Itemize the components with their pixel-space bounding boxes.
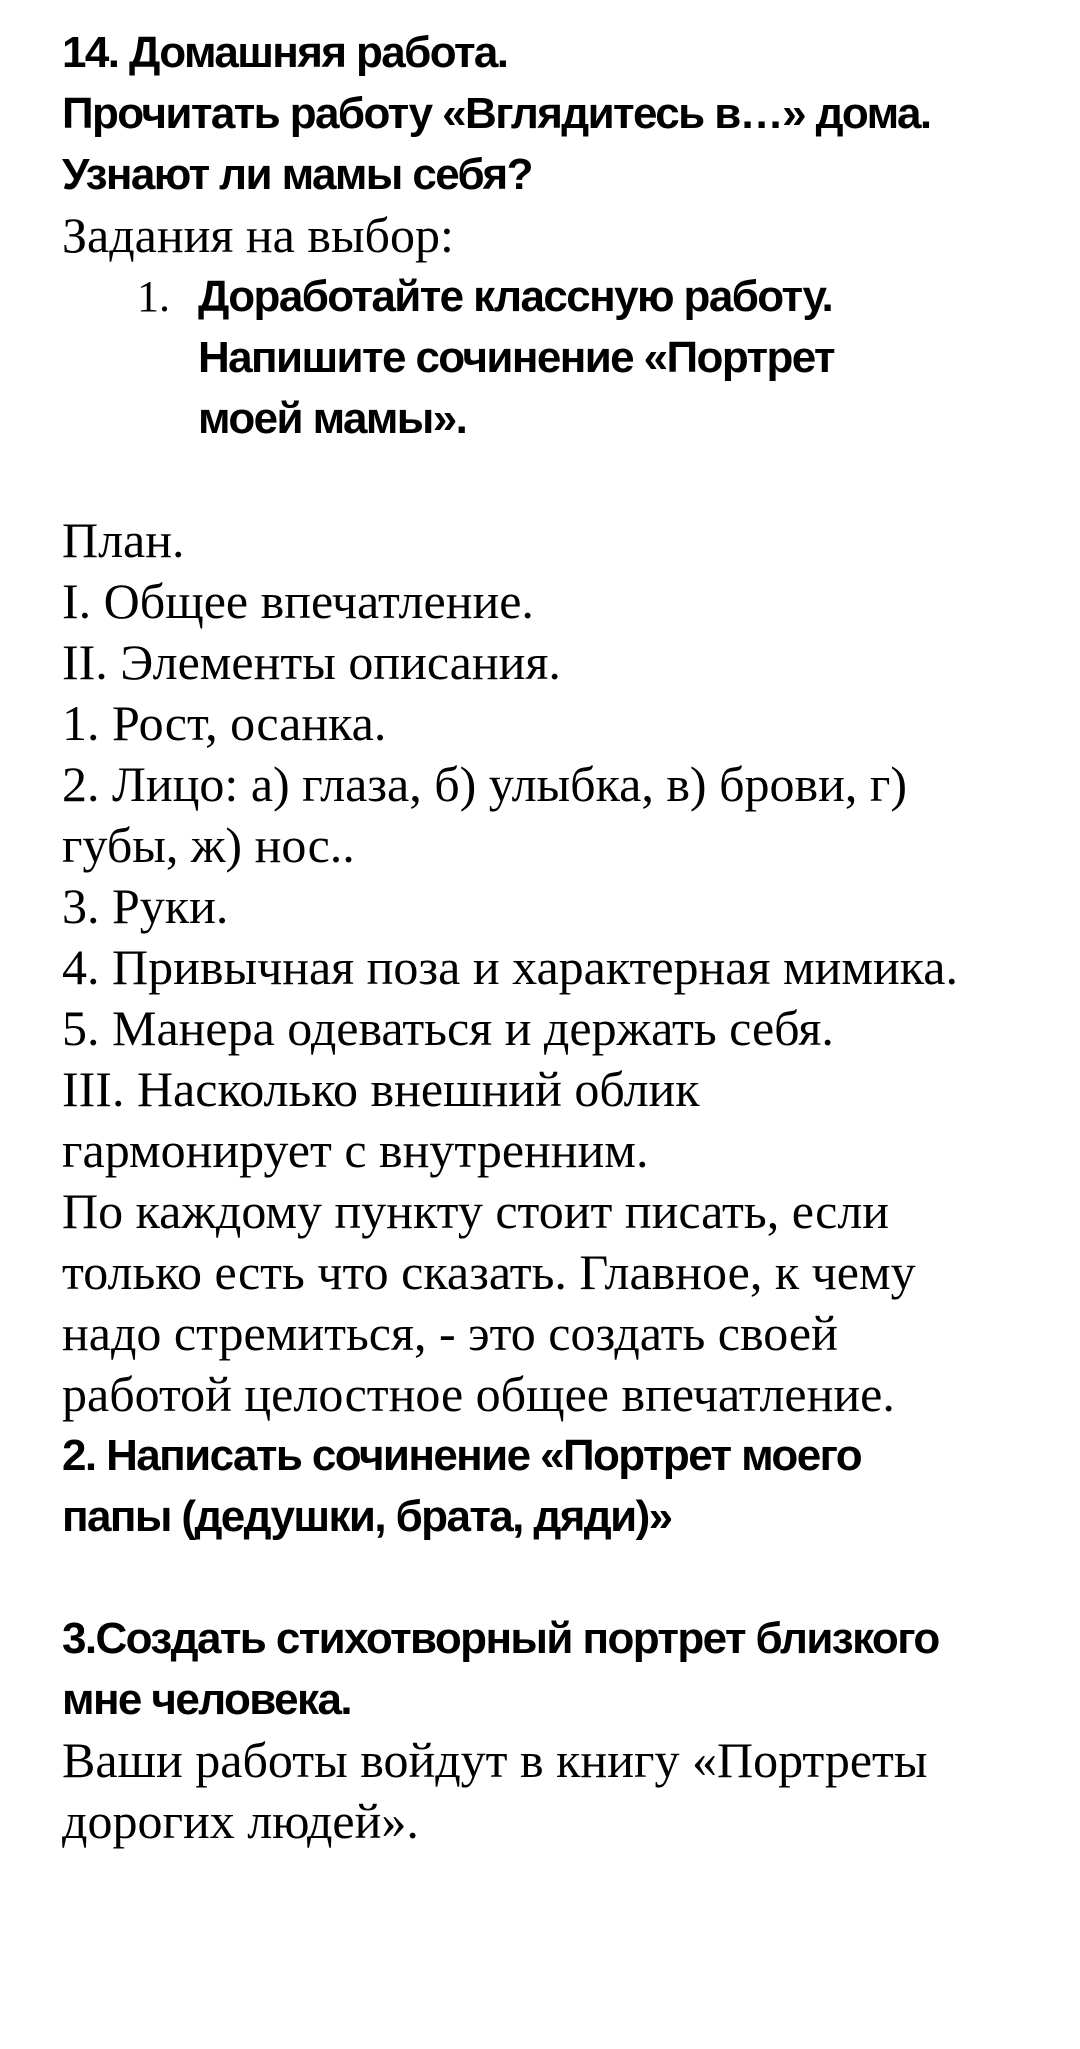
task-3-line-1: 3.Создать стихотворный портрет близкого	[62, 1614, 939, 1663]
plan-line: только есть что сказать. Главное, к чему	[62, 1244, 916, 1300]
plan-line: 4. Привычная поза и характерная мимика.	[62, 939, 958, 995]
plan-line: III. Насколько внешний облик	[62, 1061, 700, 1117]
read-task: Прочитать работу «Вглядитесь в…» дома.	[62, 89, 931, 138]
task-1-text	[198, 266, 918, 449]
plan-title: План.	[62, 512, 185, 568]
task-1-line-3: моей мамы».	[198, 394, 467, 443]
plan-line: По каждому пункту стоит писать, если	[62, 1183, 890, 1239]
task-1	[62, 266, 1052, 449]
task-1-line-1: Доработайте классную работу.	[198, 272, 833, 321]
plan-line: 2. Лицо: а) глаза, б) улыбка, в) брови, г)	[62, 756, 908, 812]
task-3-line-2: мне человека.	[62, 1675, 351, 1724]
plan-line: 3. Руки.	[62, 878, 229, 934]
task-1-number: 1.	[137, 272, 170, 321]
closing-line-2: дорогих людей».	[62, 1793, 419, 1849]
choice-intro: Задания на выбор:	[62, 207, 454, 263]
task-2-line-1: 2. Написать сочинение «Портрет моего	[62, 1431, 862, 1480]
homework-heading: 14. Домашняя работа.	[62, 28, 508, 77]
homework-document	[62, 22, 1052, 1852]
plan-line: 1. Рост, осанка.	[62, 695, 387, 751]
task-1-line-2: Напишите сочинение «Портрет	[198, 333, 834, 382]
plan-line: работой целостное общее впечатление.	[62, 1366, 895, 1422]
plan-line: 5. Манера одеваться и держать себя.	[62, 1000, 834, 1056]
plan-line: губы, ж) нос..	[62, 817, 355, 873]
plan-line: II. Элементы описания.	[62, 634, 561, 690]
blank-line	[62, 449, 1052, 510]
plan-line: I. Общее впечатление.	[62, 573, 534, 629]
question: Узнают ли мамы себя?	[62, 150, 532, 199]
blank-line	[62, 1547, 1052, 1608]
plan-line: надо стремиться, - это создать своей	[62, 1305, 838, 1361]
plan-line: гармонирует с внутренним.	[62, 1122, 649, 1178]
closing-line-1: Ваши работы войдут в книгу «Портреты	[62, 1732, 928, 1788]
task-2-line-2: папы (дедушки, брата, дяди)»	[62, 1492, 672, 1541]
